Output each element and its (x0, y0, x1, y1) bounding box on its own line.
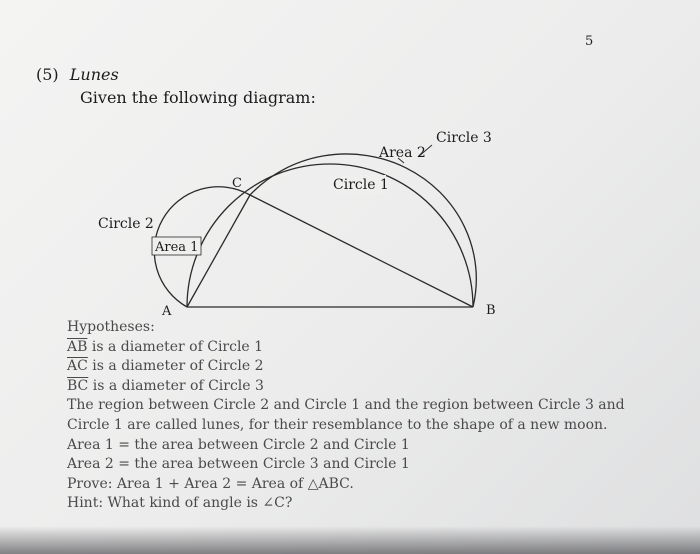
page-number: 5 (585, 34, 594, 49)
hypothesis-ac: $\overline{AC}$ is a diameter of Circle 2 (67, 358, 264, 375)
hypothesis-ab: $\overline{AB}$ is a diameter of Circle 1 (67, 338, 264, 355)
area-2-label: Area 2 (379, 145, 426, 161)
lunes-definition-2: Circle 1 are called lunes, for their resemblance to the shape of a new moon. (67, 416, 608, 433)
hypothesis-bc: $\overline{BC}$ is a diameter of Circle 3 (67, 377, 264, 394)
circle-2-label: Circle 2 (98, 216, 154, 232)
point-b-label: B (486, 303, 496, 318)
segment-ac-name: $\overline{AC}$ (67, 358, 88, 375)
hypotheses-heading: Hypotheses: (67, 319, 155, 335)
segment-ab-name: $\overline{AB}$ (67, 338, 88, 355)
hint-statement: Hint: What kind of angle is ∠C? (67, 495, 293, 512)
lunes-definition-1: The region between Circle 2 and Circle 1 and the region between Circle 3 and (67, 397, 625, 414)
area-1-definition: Area 1 = the area between Circle 2 and Circle 1 (67, 436, 410, 453)
point-a-label: A (162, 304, 172, 319)
point-c-label: C (232, 176, 242, 191)
problem-number: (5) (36, 65, 59, 84)
hypotheses-block (67, 318, 627, 514)
segment-bc (250, 195, 473, 307)
prove-statement: Prove: Area 1 + Area 2 = Area of △ABC. (67, 475, 354, 492)
circle-1-label: Circle 1 (333, 177, 389, 193)
problem-intro: Given the following diagram: (80, 88, 316, 107)
segment-bc-name: $\overline{BC}$ (67, 377, 89, 394)
page-shadow (0, 526, 700, 554)
problem-name: Lunes (69, 65, 119, 84)
circle-3-label: Circle 3 (436, 130, 492, 146)
area-2-definition: Area 2 = the area between Circle 3 and Circle 1 (67, 456, 410, 473)
area-1-label: Area 1 (155, 240, 199, 255)
